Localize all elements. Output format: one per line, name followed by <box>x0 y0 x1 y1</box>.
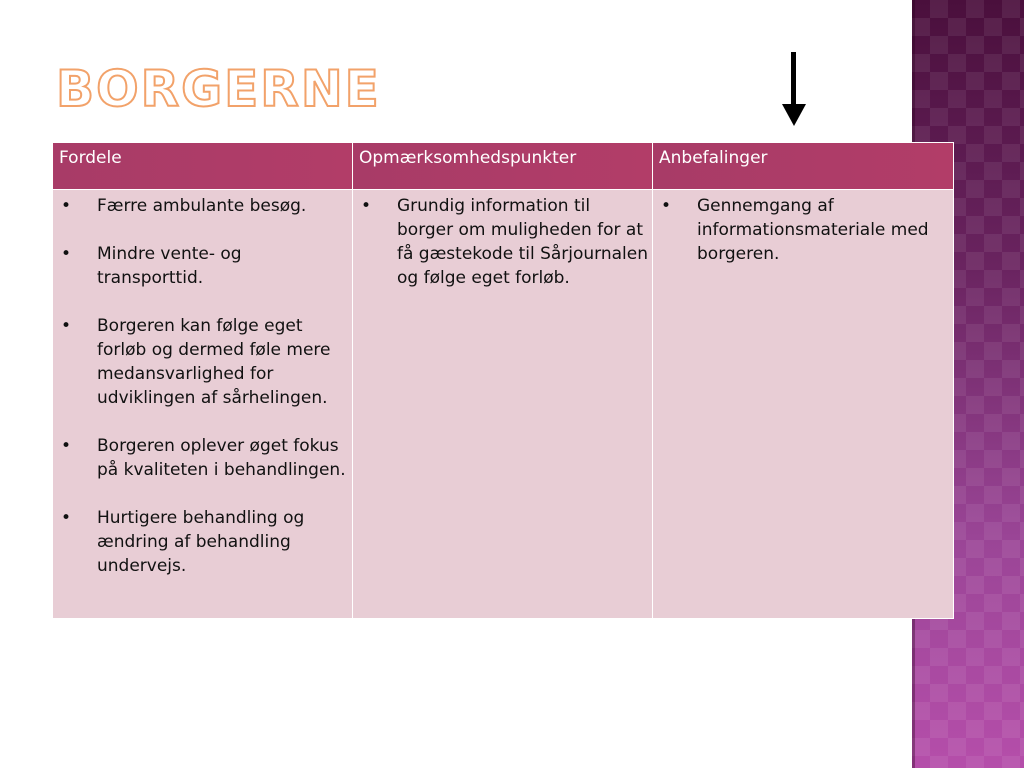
header-anbefalinger: Anbefalinger <box>653 143 954 190</box>
cell-opmaerksomhedspunkter <box>353 190 653 619</box>
list-item: • Hurtigere behandling og ændring af behandling undervejs. <box>53 506 348 578</box>
table-row <box>53 190 954 619</box>
slide-title: BORGERNE <box>56 60 381 118</box>
list-item: • Borgeren oplever øget fokus på kvaliteten i behandlingen. <box>53 434 348 482</box>
comparison-table <box>52 142 954 619</box>
header-opmaerksomhedspunkter: Opmærksomhedspunkter <box>353 143 653 190</box>
list-item: • Grundig information til borger om muligheden for at få gæstekode til Sårjournalen og følge eget forløb. <box>353 194 648 290</box>
cell-fordele <box>53 190 353 619</box>
list-item: • Færre ambulante besøg. <box>53 194 348 218</box>
list-item: • Borgeren kan følge eget forløb og dermed føle mere medansvarlighed for udviklingen af sårhelingen. <box>53 314 348 410</box>
header-fordele: Fordele <box>53 143 353 190</box>
fordele-list <box>53 194 348 578</box>
anbefalinger-list <box>653 194 949 266</box>
opmaerksomhedspunkter-list <box>353 194 648 290</box>
arrow-down-icon <box>782 52 806 126</box>
table-header-row <box>53 143 954 190</box>
cell-anbefalinger <box>653 190 954 619</box>
list-item: • Gennemgang af informationsmateriale med borgeren. <box>653 194 949 266</box>
list-item: • Mindre vente- og transporttid. <box>53 242 348 290</box>
